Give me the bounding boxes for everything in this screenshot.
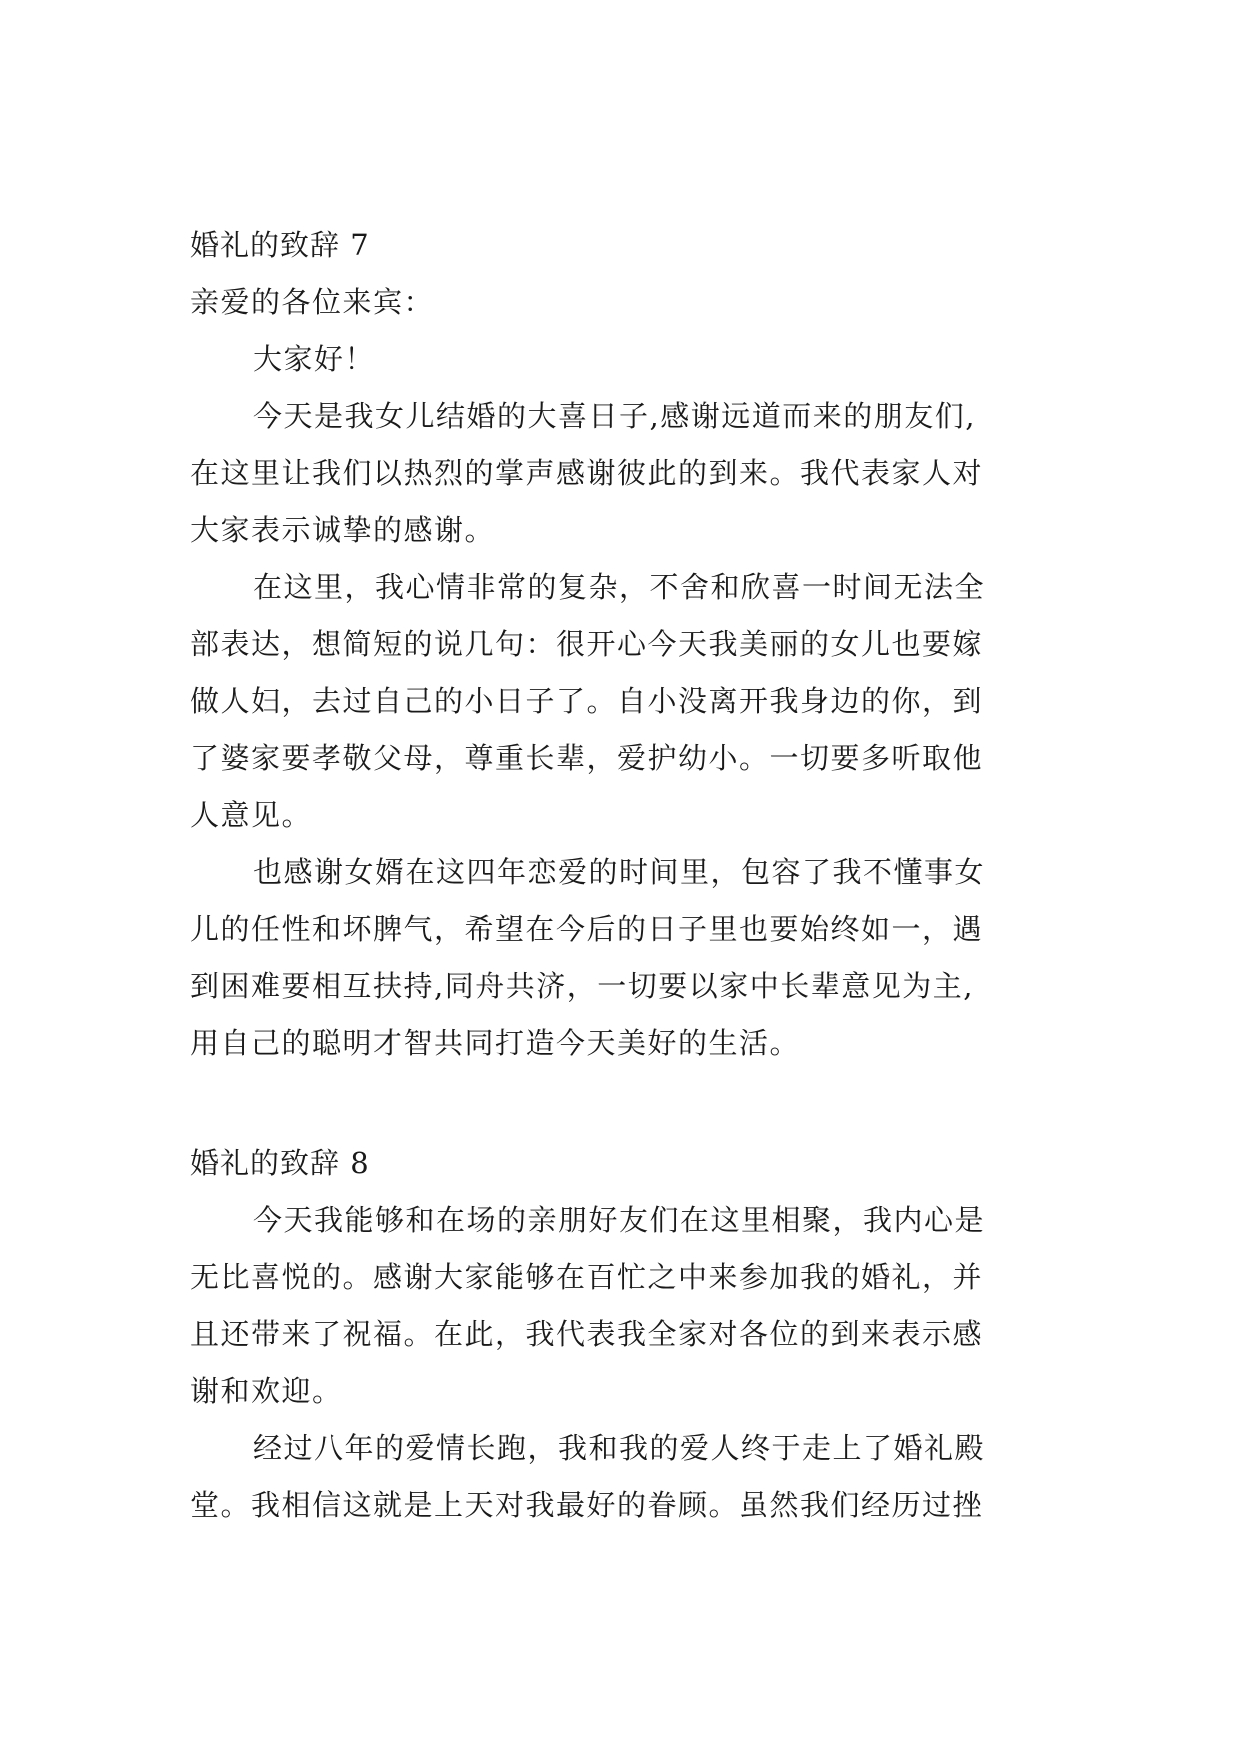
text-line: 部表达，想简短的说几句：很开心今天我美丽的女儿也要嫁 [190, 627, 984, 661]
text-line: 堂。我相信这就是上天对我最好的眷顾。虽然我们经历过挫 [190, 1488, 984, 1522]
text-line: 用自己的聪明才智共同打造今天美好的生活。 [190, 1026, 801, 1060]
text-line: 今天我能够和在场的亲朋好友们在这里相聚，我内心是 [253, 1203, 986, 1237]
text-line: 且还带来了祝福。在此，我代表我全家对各位的到来表示感 [190, 1317, 984, 1351]
text-line: 大家表示诚挚的感谢。 [190, 513, 496, 547]
text-line: 了婆家要孝敬父母，尊重长辈，爱护幼小。一切要多听取他 [190, 741, 984, 775]
text-line: 无比喜悦的。感谢大家能够在百忙之中来参加我的婚礼，并 [190, 1260, 984, 1294]
text-line: 今天是我女儿结婚的大喜日子,感谢远道而来的朋友们, [253, 399, 976, 433]
text-line: 谢和欢迎。 [190, 1374, 343, 1408]
text-line: 在这里，我心情非常的复杂，不舍和欣喜一时间无法全 [253, 570, 986, 604]
section-7-salutation: 亲爱的各位来宾： [190, 285, 435, 319]
section-8-title: 婚礼的致辞 8 [190, 1146, 370, 1180]
text-line: 在这里让我们以热烈的掌声感谢彼此的到来。我代表家人对 [190, 456, 984, 490]
section-7-greeting: 大家好！ [253, 342, 376, 376]
text-line: 人意见。 [190, 798, 313, 832]
text-line: 到困难要相互扶持,同舟共济，一切要以家中长辈意见为主, [190, 969, 974, 1003]
text-line: 做人妇，去过自己的小日子了。自小没离开我身边的你，到 [190, 684, 984, 718]
text-line: 儿的任性和坏脾气，希望在今后的日子里也要始终如一，遇 [190, 912, 984, 946]
text-line: 经过八年的爱情长跑，我和我的爱人终于走上了婚礼殿 [253, 1431, 986, 1465]
section-7-title: 婚礼的致辞 7 [190, 228, 370, 262]
text-line: 也感谢女婿在这四年恋爱的时间里，包容了我不懂事女 [253, 855, 986, 889]
